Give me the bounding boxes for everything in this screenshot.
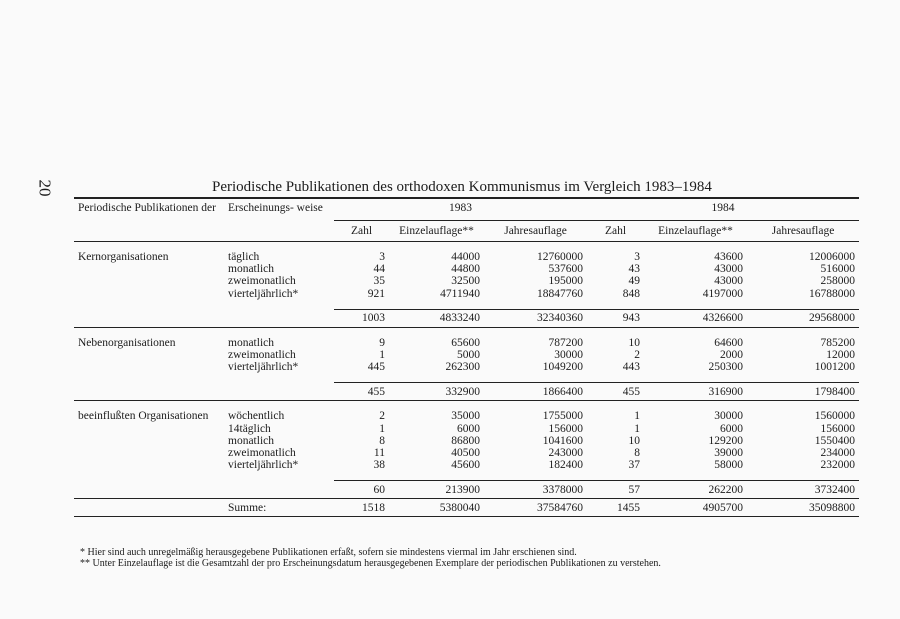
value-cell: 2 [634, 349, 641, 362]
value-cell: 10 [628, 336, 641, 349]
value-cell: 39000 [714, 447, 744, 460]
value-cell: 1 [379, 422, 385, 435]
value-cell: 232000 [820, 459, 856, 472]
value-cell: 787200 [548, 336, 584, 349]
header-einzelauflage: Einzelauflage** [389, 221, 484, 242]
value-cell: 258000 [820, 275, 856, 288]
value-cell: 1 [379, 349, 385, 362]
value-cell: 195000 [548, 275, 584, 288]
value-cell: 6000 [457, 422, 480, 435]
subtotal-cell: 3378000 [484, 481, 587, 499]
value-cell: 44000 [451, 251, 480, 263]
value-cell: 129200 [708, 434, 744, 447]
value-cell: 32500 [451, 275, 480, 288]
footnote: * Hier sind auch unregelmäßig herausgegebene Publikationen erfaßt, sofern sie mindestens viermal im Jahr erschienen sind. [80, 547, 577, 558]
value-cell: 12000 [826, 349, 856, 362]
value-cell: 35 [373, 275, 385, 288]
value-cell: 43 [628, 263, 641, 276]
empty-cell [74, 309, 224, 327]
value-cell: 785200 [820, 336, 856, 349]
empty-cell [224, 481, 334, 499]
value-cell: 1001200 [814, 361, 856, 374]
subtotal-cell: 1003 [334, 309, 389, 327]
value-cell: 1 [634, 422, 641, 435]
frequency-cell: wöchentlich [228, 410, 285, 423]
value-cell: 262300 [445, 361, 480, 374]
header-year-1983: 1983 [334, 198, 587, 221]
header-group: Periodische Publikationen der [74, 198, 224, 242]
subtotal-cell: 3732400 [747, 481, 859, 499]
value-cell: 43600 [714, 251, 744, 263]
subtotal-cell: 455 [587, 383, 644, 401]
value-cell: 4197000 [702, 287, 744, 300]
value-cell: 35000 [451, 410, 480, 423]
subtotal-cell: 4326600 [644, 309, 747, 327]
frequency-cell: täglich [228, 251, 260, 263]
table-row [74, 251, 859, 263]
value-cell: 58000 [714, 459, 744, 472]
publications-table [74, 197, 859, 517]
subtotal-cell: 316900 [644, 383, 747, 401]
subtotal-cell: 332900 [389, 383, 484, 401]
header-zahl: Zahl [334, 221, 389, 242]
value-cell: 250300 [708, 361, 744, 374]
subtotal-cell: 60 [334, 481, 389, 499]
header-jahresauflage: Jahresauflage [747, 221, 859, 242]
empty-cell [74, 383, 224, 401]
value-cell: 4711940 [440, 287, 480, 300]
subtotal-row [74, 383, 859, 401]
value-cell: 234000 [820, 447, 856, 460]
value-cell: 5000 [457, 349, 480, 362]
value-cell: 10 [628, 434, 641, 447]
value-cell: 65600 [451, 336, 480, 349]
header-zahl: Zahl [587, 221, 644, 242]
table-row [74, 410, 859, 422]
value-cell: 86800 [451, 434, 480, 447]
grand-total-row [74, 499, 859, 517]
subtotal-row [74, 481, 859, 499]
value-cell: 182400 [548, 459, 584, 472]
footnotes [80, 547, 661, 569]
value-cell: 12760000 [537, 251, 584, 263]
grand-total-cell: 5380040 [389, 499, 484, 517]
value-cell: 18847760 [537, 287, 584, 300]
table-row [74, 337, 859, 349]
value-cell: 37 [628, 459, 641, 472]
subtotal-cell: 455 [334, 383, 389, 401]
value-cell: 16788000 [809, 287, 856, 300]
value-cell: 921 [367, 287, 385, 300]
value-cell: 2 [379, 410, 385, 423]
frequency-cell: zweimonatlich [228, 349, 296, 362]
frequency-cell: zweimonatlich [228, 447, 296, 460]
group-name: Nebenorganisationen [78, 336, 176, 349]
value-cell: 8 [379, 434, 385, 447]
value-cell: 40500 [451, 447, 480, 460]
value-cell: 537600 [548, 263, 584, 276]
value-cell: 1550400 [814, 434, 856, 447]
value-cell: 44 [373, 263, 385, 276]
value-cell: 64600 [714, 336, 744, 349]
value-cell: 2000 [720, 349, 744, 362]
frequency-cell: vierteljährlich* [228, 361, 299, 374]
value-cell: 44800 [451, 263, 480, 276]
grand-total-cell: 37584760 [484, 499, 587, 517]
grand-total-cell: 35098800 [747, 499, 859, 517]
header-jahresauflage: Jahresauflage [484, 221, 587, 242]
value-cell: 49 [628, 275, 641, 288]
value-cell: 243000 [548, 447, 584, 460]
value-cell: 443 [622, 361, 641, 374]
value-cell: 9 [379, 336, 385, 349]
value-cell: 6000 [720, 422, 744, 435]
value-cell: 30000 [554, 349, 584, 362]
value-cell: 43000 [714, 275, 744, 288]
value-cell: 11 [373, 447, 385, 460]
group-name: Kernorganisationen [78, 251, 169, 263]
value-cell: 1041600 [542, 434, 584, 447]
value-cell: 1560000 [814, 410, 856, 423]
frequency-cell: zweimonatlich [228, 275, 296, 288]
empty-cell [224, 383, 334, 401]
header-year-1984: 1984 [587, 198, 859, 221]
value-cell: 8 [634, 447, 641, 460]
subtotal-cell: 943 [587, 309, 644, 327]
subtotal-cell: 4833240 [389, 309, 484, 327]
subtotal-cell: 57 [587, 481, 644, 499]
frequency-cell: monatlich [228, 336, 274, 349]
header-frequency: Erscheinungs- weise [224, 198, 334, 242]
grand-total-cell: 4905700 [644, 499, 747, 517]
page-number: 20 [35, 179, 55, 197]
group-name: beeinflußten Organisationen [78, 410, 209, 423]
frequency-cell: 14täglich [228, 422, 271, 435]
value-cell: 1049200 [542, 361, 584, 374]
value-cell: 1755000 [542, 410, 584, 423]
subtotal-row [74, 309, 859, 327]
empty-cell [74, 499, 224, 517]
subtotal-cell: 29568000 [747, 309, 859, 327]
subtotal-cell: 262200 [644, 481, 747, 499]
empty-cell [224, 309, 334, 327]
subtotal-cell: 32340360 [484, 309, 587, 327]
subtotal-cell: 213900 [389, 481, 484, 499]
value-cell: 3 [634, 251, 641, 263]
value-cell: 156000 [820, 422, 856, 435]
value-cell: 12006000 [809, 251, 856, 263]
grand-total-cell: 1518 [334, 499, 389, 517]
value-cell: 445 [367, 361, 385, 374]
frequency-cell: vierteljährlich* [228, 287, 299, 300]
header-einzelauflage: Einzelauflage** [644, 221, 747, 242]
grand-total-cell: 1455 [587, 499, 644, 517]
value-cell: 45600 [451, 459, 480, 472]
value-cell: 156000 [548, 422, 584, 435]
value-cell: 30000 [714, 410, 744, 423]
value-cell: 3 [379, 251, 385, 263]
frequency-cell: monatlich [228, 263, 274, 276]
value-cell: 516000 [820, 263, 856, 276]
subtotal-cell: 1798400 [747, 383, 859, 401]
footnote: ** Unter Einzelauflage ist die Gesamtzahl der pro Erscheinungsdatum herausgegebenen Exemplare der periodischen Publikationen zu verstehen. [80, 558, 661, 569]
table-title: Periodische Publikationen des orthodoxen Kommunismus im Vergleich 1983–1984 [212, 179, 712, 195]
empty-cell [74, 481, 224, 499]
summe-label: Summe: [224, 499, 334, 517]
value-cell: 1 [634, 410, 641, 423]
frequency-cell: vierteljährlich* [228, 459, 299, 472]
value-cell: 848 [622, 287, 641, 300]
subtotal-cell: 1866400 [484, 383, 587, 401]
frequency-cell: monatlich [228, 434, 274, 447]
value-cell: 38 [373, 459, 385, 472]
value-cell: 43000 [714, 263, 744, 276]
